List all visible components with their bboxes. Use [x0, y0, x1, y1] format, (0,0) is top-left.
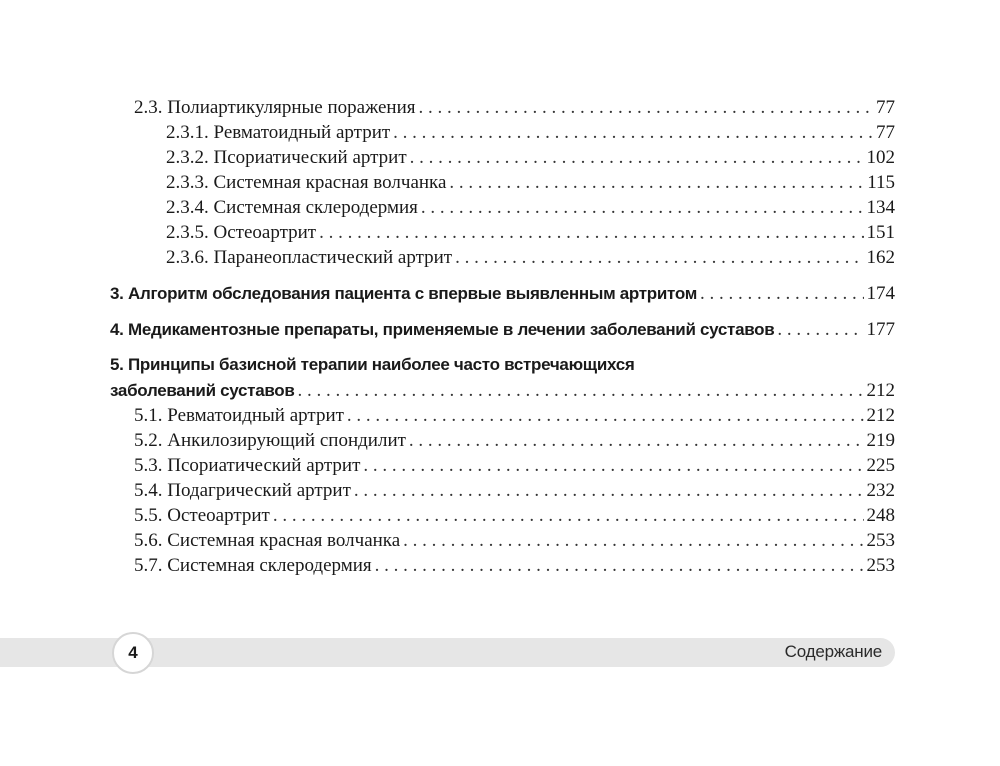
toc-entry-page: 219 [866, 430, 895, 451]
leader-dots [298, 380, 864, 402]
toc-entry-page: 162 [866, 247, 895, 268]
toc-entry-title: 2.3. Полиартикулярные поражения [134, 97, 416, 118]
toc-entry-page: 102 [866, 147, 895, 168]
toc-entry-5-4[interactable] [110, 480, 895, 505]
spacer [110, 344, 895, 355]
table-of-contents [110, 97, 895, 580]
toc-entry-title: 2.3.2. Псориатический артрит [166, 147, 407, 168]
toc-entry-page: 232 [866, 480, 895, 501]
toc-entry-5-5[interactable] [110, 505, 895, 530]
toc-entry-5-6[interactable] [110, 530, 895, 555]
toc-entry-title: 2.3.4. Системная склеродермия [166, 197, 418, 218]
toc-entry-page: 115 [867, 172, 895, 193]
leader-dots [409, 430, 864, 452]
toc-entry-page: 212 [866, 380, 895, 401]
toc-chapter-title: 4. Медикаментозные препараты, применяемые в лечении заболеваний суставов [110, 320, 775, 339]
toc-entry-page: 212 [866, 405, 895, 426]
leader-dots [455, 247, 863, 269]
leader-dots [363, 455, 863, 477]
toc-entry-title: 5.4. Подагрический артрит [134, 480, 351, 501]
toc-entry-2-3-2[interactable] [110, 147, 895, 172]
toc-entry-page: 174 [866, 283, 895, 304]
leader-dots [354, 480, 864, 502]
toc-entry-title: 2.3.1. Ревматоидный артрит [166, 122, 391, 143]
toc-entry-page: 225 [866, 455, 895, 476]
toc-entry-title: 2.3.6. Паранеопластический артрит [166, 247, 453, 268]
toc-entry-title: 2.3.3. Системная красная волчанка [166, 172, 447, 193]
toc-entry-chapter-3[interactable] [110, 283, 895, 308]
leader-dots [375, 555, 864, 577]
spacer [110, 308, 895, 319]
toc-entry-title: 5.1. Ревматоидный артрит [134, 405, 344, 426]
toc-entry-2-3-3[interactable] [110, 172, 895, 197]
toc-entry-title: 5.2. Анкилозирующий спондилит [134, 430, 406, 451]
toc-entry-page: 77 [876, 97, 895, 118]
toc-entry-5-2[interactable] [110, 430, 895, 455]
toc-entry-5-3[interactable] [110, 455, 895, 480]
toc-entry-page: 151 [866, 222, 895, 243]
leader-dots [410, 147, 864, 169]
toc-entry-5-1[interactable] [110, 405, 895, 430]
leader-dots [347, 405, 864, 427]
leader-dots [393, 122, 873, 144]
toc-entry-2-3[interactable] [110, 97, 895, 122]
leader-dots [777, 319, 863, 341]
toc-chapter-title: заболеваний суставов [110, 381, 295, 400]
leader-dots [421, 197, 864, 219]
leader-dots [418, 97, 873, 119]
toc-entry-page: 248 [866, 505, 895, 526]
toc-entry-title: 5.7. Системная склеродермия [134, 555, 372, 576]
toc-chapter-title: 3. Алгоритм обследования пациента с впервые выявленным артритом [110, 284, 697, 303]
leader-dots [700, 283, 864, 305]
leader-dots [273, 505, 864, 527]
toc-entry-title: 2.3.5. Остеоартрит [166, 222, 317, 243]
toc-entry-title: 5.5. Остеоартрит [134, 505, 270, 526]
toc-entry-2-3-5[interactable] [110, 222, 895, 247]
toc-entry-5-7[interactable] [110, 555, 895, 580]
toc-entry-2-3-4[interactable] [110, 197, 895, 222]
toc-chapter-5-title-line1[interactable]: 5. Принципы базисной терапии наиболее часто встречающихся [110, 355, 635, 374]
section-label: Содержание [784, 642, 882, 661]
spacer [110, 272, 895, 283]
toc-entry-chapter-5[interactable] [110, 380, 895, 405]
toc-entry-page: 77 [876, 122, 895, 143]
toc-entry-page: 253 [866, 555, 895, 576]
leader-dots [449, 172, 864, 194]
toc-entry-2-3-1[interactable] [110, 122, 895, 147]
toc-entry-title: 5.6. Системная красная волчанка [134, 530, 401, 551]
page-number: 4 [112, 632, 154, 674]
toc-entry-page: 177 [866, 319, 895, 340]
toc-entry-title: 5.3. Псориатический артрит [134, 455, 361, 476]
toc-entry-2-3-6[interactable] [110, 247, 895, 272]
leader-dots [403, 530, 863, 552]
leader-dots [319, 222, 863, 244]
toc-entry-page: 253 [866, 530, 895, 551]
toc-entry-page: 134 [866, 197, 895, 218]
toc-entry-chapter-4[interactable] [110, 319, 895, 344]
